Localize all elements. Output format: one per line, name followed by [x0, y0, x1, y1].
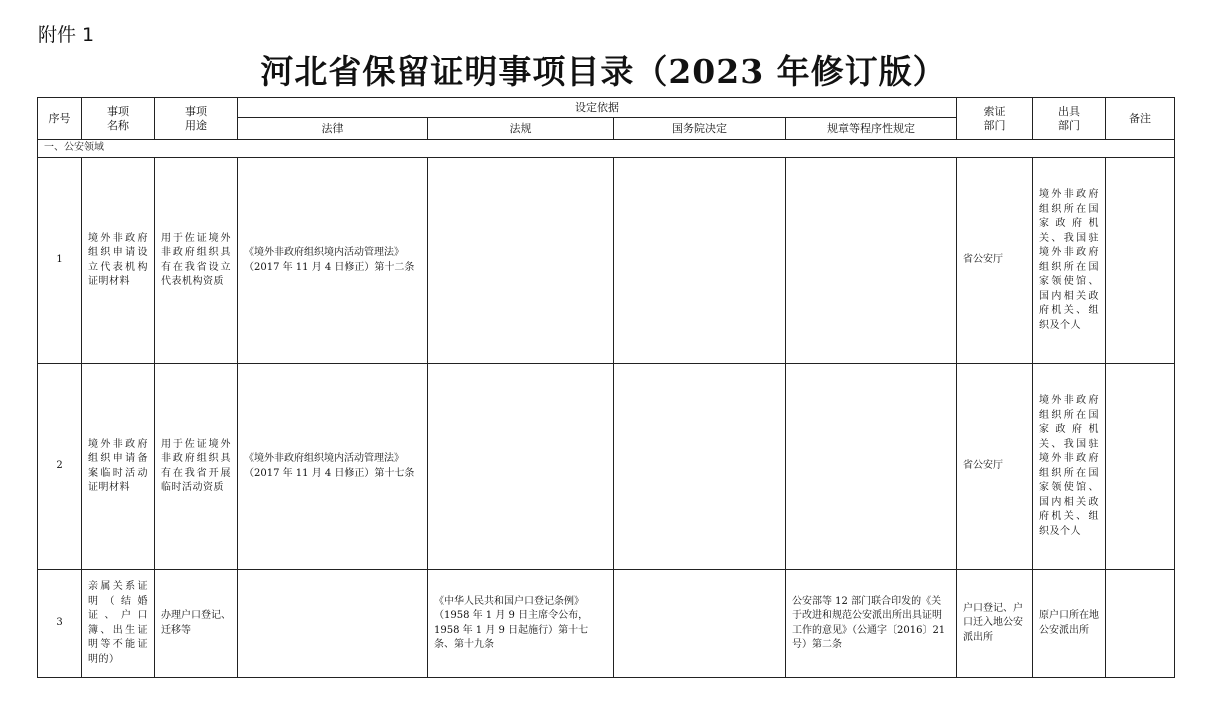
header-remark: 备注: [1106, 98, 1175, 140]
header-state-council: 国务院决定: [614, 118, 786, 140]
cell-seq: 3: [38, 570, 82, 678]
cell-regulation: [428, 364, 614, 570]
cell-rules: [786, 158, 957, 364]
cell-seq: 1: [38, 158, 82, 364]
table-row: [38, 570, 1175, 678]
cell-remark: [1106, 364, 1175, 570]
cell-law: [238, 570, 428, 678]
cell-rules: 公安部等 12 部门联合印发的《关于改进和规范公安派出所出具证明工作的意见》（公通字〔2016〕21 号）第二条: [786, 570, 957, 678]
cell-name: 境外非政府组织申请设立代表机构证明材料: [82, 158, 155, 364]
cell-state-council: [614, 158, 786, 364]
cell-law: 《境外非政府组织境内活动管理法》（2017 年 11 月 4 日修正）第十二条: [238, 158, 428, 364]
cell-name: 境外非政府组织申请备案临时活动证明材料: [82, 364, 155, 570]
header-regulation: 法规: [428, 118, 614, 140]
certificate-items-table: [37, 97, 1175, 678]
header-law: 法律: [238, 118, 428, 140]
cell-issuing: 原户口所在地公安派出所: [1033, 570, 1106, 678]
cell-use: 办理户口登记、迁移等: [155, 570, 238, 678]
table-row: [38, 158, 1175, 364]
cell-name: 亲属关系证明（结婚证、户口簿、出生证明等不能证明的）: [82, 570, 155, 678]
cell-state-council: [614, 570, 786, 678]
header-seq: 序号: [38, 98, 82, 140]
cell-issuing: 境外非政府组织所在国家政府机关、我国驻境外非政府组织所在国家领使馆、国内相关政府机关、组织及个人: [1033, 364, 1106, 570]
table-row: [38, 364, 1175, 570]
header-rules: 规章等程序性规定: [786, 118, 957, 140]
cell-rules: [786, 364, 957, 570]
document-title: 河北省保留证明事项目录（2023 年修订版）: [260, 52, 947, 91]
header-requesting-dept: 索证 部门: [957, 98, 1033, 140]
section-public-security: 一、公安领域: [38, 140, 1175, 158]
cell-requesting: 省公安厅: [957, 158, 1033, 364]
cell-remark: [1106, 158, 1175, 364]
cell-use: 用于佐证境外非政府组织具有在我省设立代表机构资质: [155, 158, 238, 364]
cell-requesting: 户口登记、户口迁入地公安派出所: [957, 570, 1033, 678]
cell-requesting: 省公安厅: [957, 364, 1033, 570]
header-item-use: 事项 用途: [155, 98, 238, 140]
cell-issuing: 境外非政府组织所在国家政府机关、我国驻境外非政府组织所在国家领使馆、国内相关政府机关、组织及个人: [1033, 158, 1106, 364]
cell-regulation: 《中华人民共和国户口登记条例》（1958 年 1 月 9 日主席令公布，1958 年 1 月 9 日起施行）第十七条、第十九条: [428, 570, 614, 678]
cell-law: 《境外非政府组织境内活动管理法》（2017 年 11 月 4 日修正）第十七条: [238, 364, 428, 570]
header-issuing-dept: 出具 部门: [1033, 98, 1106, 140]
header-basis: 设定依据: [238, 98, 957, 118]
cell-seq: 2: [38, 364, 82, 570]
header-item-name: 事项 名称: [82, 98, 155, 140]
cell-regulation: [428, 158, 614, 364]
cell-remark: [1106, 570, 1175, 678]
cell-use: 用于佐证境外非政府组织具有在我省开展临时活动资质: [155, 364, 238, 570]
attachment-label: 附件 1: [38, 24, 95, 46]
cell-state-council: [614, 364, 786, 570]
